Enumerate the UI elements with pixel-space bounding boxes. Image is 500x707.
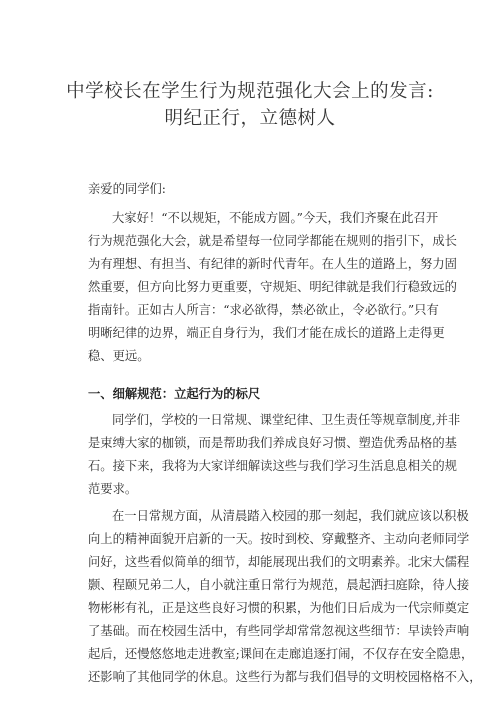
document-body <box>88 178 482 689</box>
document-title-line-1: 中学校长在学生行为规范强化大会上的发言: <box>66 81 434 102</box>
section-heading: 一、细解规范：立起行为的标尺 <box>88 386 261 401</box>
paragraph-line: 颢、程颐兄弟二人，自小就注重日常行为规范，晨起洒扫庭除，待人接 <box>88 578 470 592</box>
paragraph-line: 大家好！“不以规矩，不能成方圆。”今天，我们齐聚在此召开 <box>112 211 439 225</box>
paragraph-line: 指南针。正如古人所言：“求必欲得，禁必欲止，令必欲行。”只有 <box>88 303 439 317</box>
document-title-line-2: 明纪正行，立德树人 <box>164 108 336 129</box>
paragraph-line: 起后，还慢悠悠地走进教室;课间在走廊追逐打闹，不仅存在安全隐患， <box>88 647 474 661</box>
paragraph-line: 是束缚大家的枷锁，而是帮助我们养成良好习惯、塑造优秀品格的基 <box>88 436 457 450</box>
paragraph-line: 然重要，但方向比努力更重要，守规矩、明纪律就是我们行稳致远的 <box>88 280 457 294</box>
paragraph-line: 了基础。而在校园生活中，有些同学却常常忽视这些细节：早读铃声响 <box>88 624 470 638</box>
paragraph-line: 石。接下来，我将为大家详细解读这些与我们学习生活息息相关的规 <box>88 459 457 473</box>
paragraph-line: 为有理想、有担当、有纪律的新时代青年。在人生的道路上，努力固 <box>88 257 457 271</box>
paragraph-line: 范要求。 <box>88 482 138 496</box>
paragraph-line: 问好，这些看似简单的细节，却能展现出我们的文明素养。北宋大儒程 <box>88 555 470 569</box>
paragraph-line: 物彬彬有礼，正是这些良好习惯的积累，为他们日后成为一代宗师奠定 <box>88 601 470 615</box>
paragraph-opening <box>88 207 457 368</box>
paragraph-line: 在一日常规方面，从清晨踏入校园的那一刻起，我们就应该以积极 <box>112 509 469 523</box>
greeting: 亲爱的同学们: <box>88 182 166 196</box>
paragraph-line: 稳、更远。 <box>88 349 150 363</box>
paragraph-line: 同学们，学校的一日常规、课堂纪律、卫生责任等规章制度,并非 <box>112 413 461 427</box>
paragraph-line: 行为规范强化大会，就是希望每一位同学都能在规则的指引下，成长 <box>88 234 457 248</box>
paragraph-line: 明晰纪律的边界，端正自身行为，我们才能在成长的道路上走得更 <box>88 326 445 340</box>
paragraph-daily-routine <box>88 505 482 689</box>
paragraph-line: 向上的精神面貌开启新的一天。按时到校、穿戴整齐、主动向老师同学 <box>88 532 470 546</box>
paragraph-rules-intro <box>88 409 461 501</box>
paragraph-line: 还影响了其他同学的休息。这些行为都与我们倡导的文明校园格格不入， <box>88 670 482 684</box>
